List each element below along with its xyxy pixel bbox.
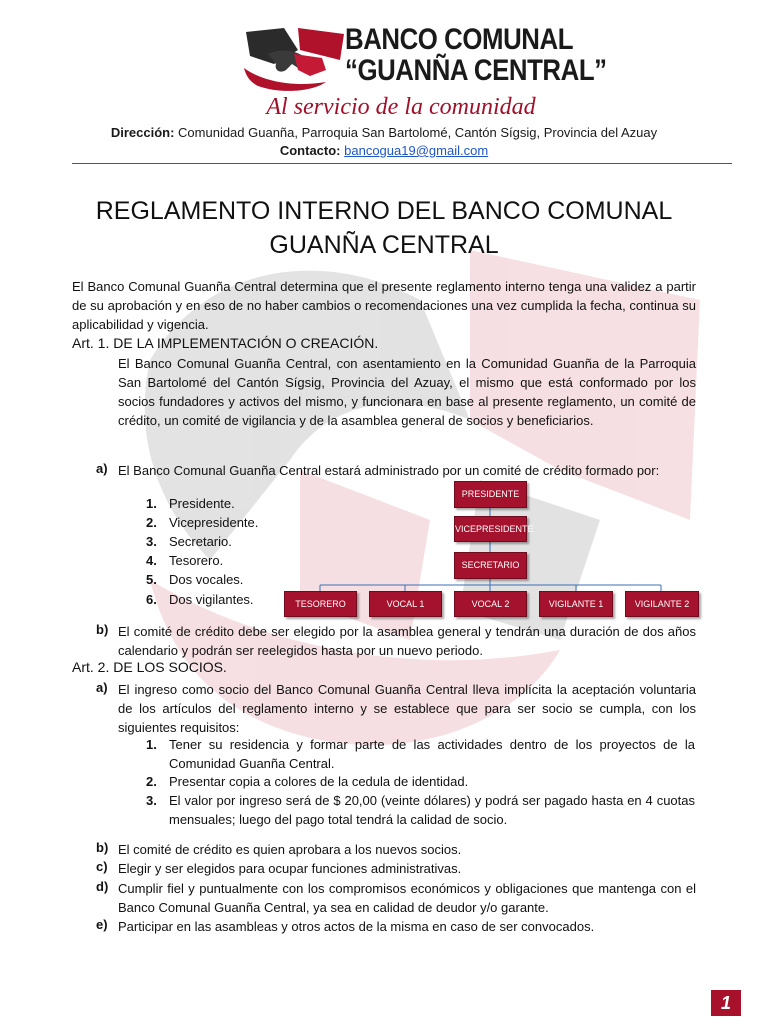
org-box-vigilante-1 (539, 591, 613, 617)
art2-c-label: c) (96, 859, 108, 874)
list-item-number: 5. (146, 572, 157, 587)
list-item-number: 6. (146, 592, 157, 607)
list-item: Dos vigilantes. (169, 592, 254, 607)
art2-d-label: d) (96, 879, 109, 894)
list-item: Secretario. (169, 534, 232, 549)
org-box-label: VOCAL 2 (471, 599, 510, 609)
org-box-presidente (454, 481, 527, 508)
list-item-number: 2. (146, 515, 157, 530)
org-box-label: VOCAL 1 (386, 599, 425, 609)
list-item-number: 2. (146, 774, 157, 789)
document-title: REGLAMENTO INTERNO DEL BANCO COMUNAL GUANÑA CENTRAL (95, 197, 673, 259)
org-box-label: VICEPRESIDENTE (455, 524, 534, 534)
org-box-vocal-1 (369, 591, 442, 617)
org-box-vigilante-2 (625, 591, 699, 617)
address-text: Comunidad Guanña, Parroquia San Bartolomé, Cantón Sígsig, Provincia del Azuay (178, 125, 658, 140)
list-item: Tesorero. (169, 553, 224, 568)
org-box-label: PRESIDENTE (461, 489, 520, 499)
art2-a-text: El ingreso como socio del Banco Comunal Guanña Central lleva implícita la aceptación voluntaria de los artículos del reglamento interno y se establece que para ser socio se cumpla, con los siguientes requisitos: (118, 682, 696, 735)
intro-paragraph: El Banco Comunal Guanña Central determina que el presente reglamento interno tenga una validez a partir de su aprobación y en eso de no haber cambios o recomendaciones una vez cumplida la fecha, continua su aplicabilidad y vigencia. (72, 279, 696, 332)
org-box-label: VIGILANTE 1 (548, 599, 604, 609)
art2-d-text: Cumplir fiel y puntualmente con los compromisos económicos y obligaciones que mantenga con el Banco Comunal Guanña Central, ya sea en calidad de deudor y/o garante. (118, 881, 696, 915)
org-box-label: TESORERO (295, 599, 346, 609)
contact-label: Contacto: (279, 143, 341, 158)
org-box-vocal-2 (454, 591, 527, 617)
address-label: Dirección: (110, 125, 175, 140)
art2-b-text: El comité de crédito es quien aprobara a los nuevos socios. (118, 842, 462, 857)
art1-paragraph: El Banco Comunal Guanña Central, con asentamiento en la Comunidad Guanña de la Parroquia San Bartolomé del Cantón Sígsig, Provincia del Azuay, el mismo que está conformado por los socios fundadores y activos del mismo, y funcionara en base al presente reglamento, un comité de crédito, un comité de vigilancia y de la asamblea general de socios y beneficiarios. (118, 356, 696, 428)
list-item: Tener su residencia y formar parte de las actividades dentro de los proyectos de la Comunidad Guanña Central. (169, 737, 695, 771)
org-box-vicepresidente (454, 516, 534, 542)
art1-a-text: El Banco Comunal Guanña Central estará administrado por un comité de crédito formado por: (118, 463, 660, 478)
art1-a-label: a) (96, 461, 108, 476)
org-box-secretario (454, 552, 527, 579)
art1-heading: Art. 1. DE LA IMPLEMENTACIÓN O CREACIÓN. (72, 335, 379, 351)
art1-b-label: b) (96, 622, 109, 637)
list-item-number: 1. (146, 496, 157, 511)
list-item: Dos vocales. (169, 572, 244, 587)
art2-c-text: Elegir y ser elegidos para ocupar funciones administrativas. (118, 861, 462, 876)
list-item-number: 4. (146, 553, 157, 568)
org-box-tesorero (284, 591, 357, 617)
art1-b-text: El comité de crédito debe ser elegido por la asamblea general y tendrán una duración de dos años calendario y podrán ser reelegidos hasta por un nuevo periodo. (118, 624, 696, 658)
list-item-number: 3. (146, 534, 157, 549)
list-item: Presidente. (169, 496, 235, 511)
org-box-label: VIGILANTE 2 (634, 599, 690, 609)
bank-name-line2: “GUANÑA CENTRAL” (345, 54, 607, 87)
list-item: Presentar copia a colores de la cedula de identidad. (169, 774, 469, 789)
bank-name-line1: BANCO COMUNAL (345, 23, 574, 56)
art2-heading: Art. 2. DE LOS SOCIOS. (72, 659, 227, 675)
list-item-number: 1. (146, 737, 157, 752)
art2-b-label: b) (96, 840, 109, 855)
art2-e-text: Participar en las asambleas y otros actos de la misma en caso de ser convocados. (118, 919, 595, 934)
org-box-label: SECRETARIO (461, 560, 520, 570)
list-item: El valor por ingreso será de $ 20,00 (veinte dólares) y podrá ser pagado hasta en 4 cuotas mensuales; luego del pago total tendrá la calidad de socio. (169, 793, 695, 827)
art2-e-label: e) (96, 917, 108, 932)
slogan: Al servicio de la comunidad (266, 94, 536, 120)
email-link[interactable]: bancogua19@gmail.com (344, 143, 489, 158)
page-number: 1 (711, 990, 741, 1016)
list-item-number: 3. (146, 793, 157, 808)
list-item: Vicepresidente. (169, 515, 259, 530)
art2-a-label: a) (96, 680, 108, 695)
